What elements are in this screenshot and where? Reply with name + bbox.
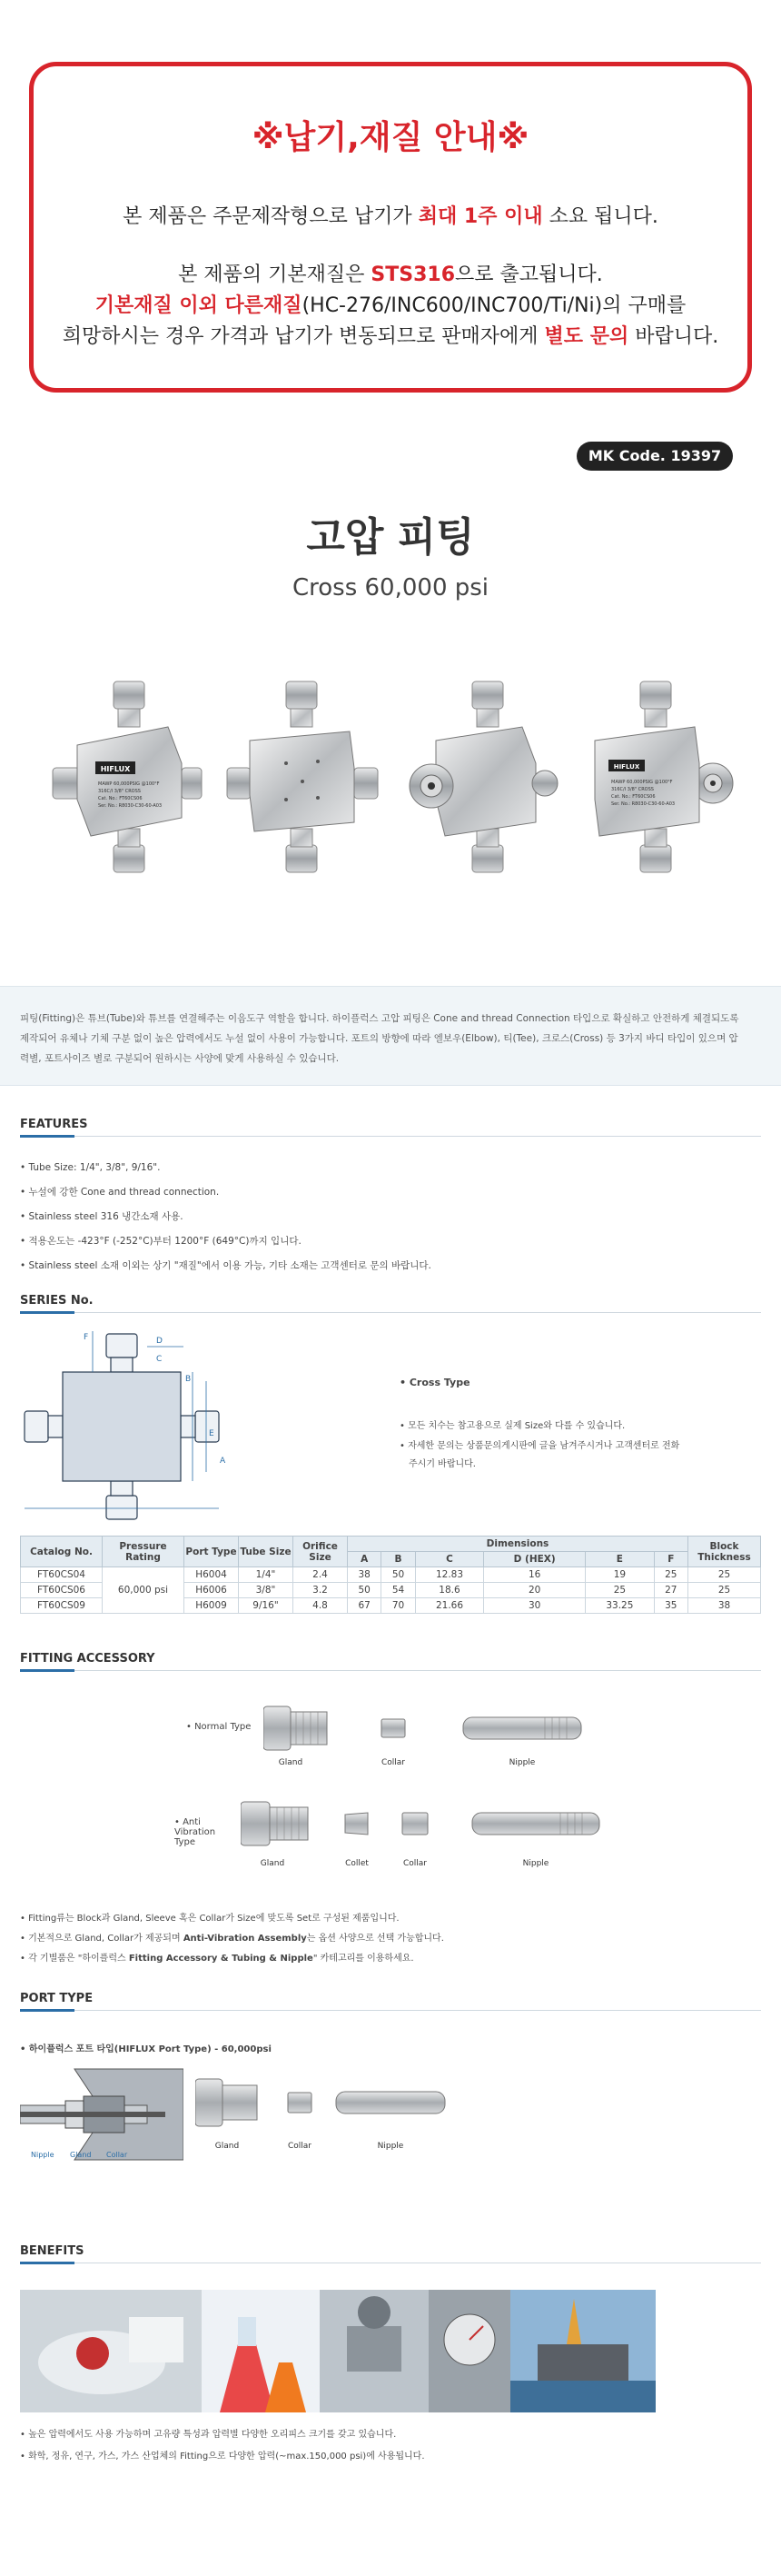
notice-highlight: 최대 1주 이내 xyxy=(418,205,543,228)
product-engraving: MAWP 60,000PSIG @100°F xyxy=(98,781,160,787)
collar-label: Collar xyxy=(287,2142,312,2151)
notice-text: 바랍니다. xyxy=(628,325,719,348)
col-header: Orifice Size xyxy=(293,1537,348,1567)
product-photo-back xyxy=(222,672,381,886)
notice-line-2 xyxy=(34,259,747,287)
page-subtitle: Cross 60,000 psi xyxy=(292,574,489,602)
table-cell: 27 xyxy=(654,1583,687,1598)
gland-label: Gland xyxy=(214,2142,240,2151)
lab-hands-image xyxy=(20,2290,202,2412)
port-parts-drawing xyxy=(195,2070,450,2156)
intro-box xyxy=(0,986,781,1086)
intro-line: 력별, 포트사이즈 별로 구분되어 원하시는 사양에 맞게 사용하실 수 있습니다. xyxy=(20,1053,340,1064)
valve-image xyxy=(320,2290,429,2412)
table-cell: 38 xyxy=(348,1567,381,1583)
notice-text: 본 제품의 기본재질은 xyxy=(178,264,371,286)
series-note: 주시기 바랍니다. xyxy=(409,1459,476,1469)
notice-line-4 xyxy=(34,321,747,349)
table-cell: 30 xyxy=(484,1598,586,1614)
table-cell: 33.25 xyxy=(586,1598,654,1614)
product-photo-angle xyxy=(577,672,736,886)
product-engraving: Ser. No.: R8030-C30-60-A03 xyxy=(611,801,676,807)
benefits-title: BENEFITS xyxy=(20,2244,84,2258)
section-accent xyxy=(20,2262,74,2264)
intro-line: 제작되어 유체나 기체 구분 없이 높은 압력에서도 누설 없이 사용이 가능합니다. 포트의 방향에 따라 엘보우(Elbow), 티(Tee), 크로스(Cross) 등 3가지 바디 타입이 있으며 압 xyxy=(20,1033,738,1044)
table-cell: 9/16" xyxy=(239,1598,293,1614)
table-cell: 12.83 xyxy=(415,1567,483,1583)
notice-text: 으로 출고됩니다. xyxy=(455,264,603,286)
col-header: Catalog No. xyxy=(21,1537,103,1567)
gland-label: Gland xyxy=(260,1859,285,1868)
collar-label: Collar xyxy=(106,2151,128,2159)
benefit-item: • 화학, 정유, 연구, 가스, 가스 산업체의 Fitting으로 다양한 압력(~max.150,000 psi)에 사용됩니다. xyxy=(20,2452,425,2462)
catalog-table xyxy=(20,1536,761,1614)
table-cell: 21.66 xyxy=(415,1598,483,1614)
product-brand-label: HIFLUX xyxy=(613,763,640,771)
product-engraving: Cat. No.: FT60CS06 xyxy=(98,796,143,801)
note-text: • 기본적으로 Gland, Collar가 제공되며 xyxy=(20,1934,183,1944)
section-divider xyxy=(20,1670,761,1671)
note-highlight: Anti-Vibration Assembly xyxy=(183,1934,307,1944)
table-cell: 2.4 xyxy=(293,1567,348,1583)
table-cell: 50 xyxy=(348,1583,381,1598)
col-header: Pressure Rating xyxy=(103,1537,184,1567)
accessory-note xyxy=(20,1950,414,1964)
section-divider xyxy=(20,1136,761,1137)
section-divider xyxy=(20,2010,761,2011)
table-cell: 60,000 psi xyxy=(103,1567,184,1614)
table-cell: 25 xyxy=(688,1567,761,1583)
table-cell: 67 xyxy=(348,1598,381,1614)
intro-line: 피팅(Fitting)은 튜브(Tube)와 튜브를 연결해주는 이음도구 역할을 합니다. 하이플럭스 고압 피팅은 Cone and thread Connection 타입으로 확실하고 안전하게 체결되도록 xyxy=(20,1013,739,1024)
notice-text: (HC-276/INC600/INC700/Ti/Ni)의 구매를 xyxy=(302,294,687,317)
series-note: • 자세한 문의는 상품문의게시판에 글을 남겨주시거나 고객센터로 전화 xyxy=(400,1441,680,1451)
product-engraving: Ser. No.: R8030-C30-60-A03 xyxy=(98,803,163,809)
product-photo-side xyxy=(400,672,559,886)
section-accent xyxy=(20,1135,74,1138)
gauge-image xyxy=(429,2290,510,2412)
notice-text: 소요 됩니다. xyxy=(542,205,658,228)
dim-label: D xyxy=(156,1337,163,1346)
table-cell: H6004 xyxy=(184,1567,239,1583)
notice-line-3 xyxy=(34,290,747,318)
product-engraving: Cat. No.: FT60CS06 xyxy=(611,794,656,800)
collet-label: Collet xyxy=(345,1859,369,1868)
accessory-title: FITTING ACCESSORY xyxy=(20,1652,155,1666)
notice-highlight: 별도 문의 xyxy=(544,325,629,348)
section-divider xyxy=(20,1312,761,1313)
col-header: E xyxy=(586,1552,654,1567)
table-cell: H6006 xyxy=(184,1583,239,1598)
table-cell: 4.8 xyxy=(293,1598,348,1614)
table-cell: 50 xyxy=(381,1567,415,1583)
nipple-label: Nipple xyxy=(522,1859,549,1868)
features-title: FEATURES xyxy=(20,1118,88,1131)
table-cell: 3.2 xyxy=(293,1583,348,1598)
table-cell: FT60CS04 xyxy=(21,1567,103,1583)
col-header: Port Type xyxy=(184,1537,239,1567)
product-photo-front xyxy=(45,672,204,886)
dim-label: E xyxy=(209,1429,214,1438)
oil-platform-image xyxy=(510,2290,656,2412)
nipple-label: Nipple xyxy=(509,1758,536,1767)
col-header: B xyxy=(381,1552,415,1567)
section-accent xyxy=(20,2009,74,2012)
accessory-note: • Fitting류는 Block과 Gland, Sleeve 혹은 Collar가 Size에 맞도록 Set로 구성된 제품입니다. xyxy=(20,1914,400,1924)
table-cell: 35 xyxy=(654,1598,687,1614)
product-engraving: MAWP 60,000PSIG @100°F xyxy=(611,780,673,785)
notice-line-1 xyxy=(34,201,747,229)
section-accent xyxy=(20,1669,74,1672)
benefits-images xyxy=(20,2290,656,2412)
notice-box xyxy=(29,62,752,393)
note-highlight: Fitting Accessory & Tubing & Nipple xyxy=(128,1954,313,1964)
collar-label: Collar xyxy=(402,1859,428,1868)
port-type-desc: • 하이플럭스 포트 타입(HIFLUX Port Type) - 60,000psi xyxy=(20,2044,272,2054)
nipple-label: Nipple xyxy=(377,2142,404,2151)
table-cell: 1/4" xyxy=(239,1567,293,1583)
table-cell: 18.6 xyxy=(415,1583,483,1598)
lab-flasks-image xyxy=(202,2290,320,2412)
dim-label: A xyxy=(220,1457,226,1466)
feature-item: • Stainless steel 소재 이외는 상기 "재질"에서 이용 가능, 기타 소재는 고객센터로 문의 바랍니다. xyxy=(20,1260,431,1271)
mk-code-badge: MK Code. 19397 xyxy=(577,442,733,471)
benefit-item: • 높은 압력에서도 사용 가능하며 고유량 특성과 압력별 다양한 오리피스 크기를 갖고 있습니다. xyxy=(20,2430,397,2440)
table-cell: 19 xyxy=(586,1567,654,1583)
cross-dimension-drawing xyxy=(20,1327,229,1527)
note-text: • 각 기별품은 "하이플럭스 xyxy=(20,1954,129,1964)
gland-label: Gland xyxy=(278,1758,303,1767)
gland-label: Gland xyxy=(70,2151,92,2159)
table-cell: 20 xyxy=(484,1583,586,1598)
dim-label: F xyxy=(84,1333,89,1342)
table-cell: 38 xyxy=(688,1598,761,1614)
normal-accessory-drawing xyxy=(263,1690,590,1772)
notice-highlight: STS316 xyxy=(371,264,456,286)
port-type-title: PORT TYPE xyxy=(20,1992,94,2005)
product-photos xyxy=(45,672,736,886)
feature-item: • Tube Size: 1/4", 3/8", 9/16". xyxy=(20,1162,161,1173)
table-row xyxy=(21,1567,761,1583)
notice-highlight: 기본재질 이외 다른재질 xyxy=(94,294,302,317)
col-header: A xyxy=(348,1552,381,1567)
normal-type-label: • Normal Type xyxy=(186,1722,252,1732)
col-header: C xyxy=(415,1552,483,1567)
page-title: 고압 피팅 xyxy=(306,514,475,561)
series-title: SERIES No. xyxy=(20,1294,94,1308)
collar-label: Collar xyxy=(381,1758,406,1767)
product-brand-label: HIFLUX xyxy=(100,765,131,773)
note-text: 는 옵션 사양으로 선택 가능합니다. xyxy=(306,1934,444,1944)
table-cell: 25 xyxy=(654,1567,687,1583)
table-cell: 70 xyxy=(381,1598,415,1614)
table-cell: 3/8" xyxy=(239,1583,293,1598)
dim-label: B xyxy=(185,1375,192,1384)
port-section-drawing xyxy=(20,2064,183,2164)
feature-item: • 적용온도는 -423°F (-252°C)부터 1200°F (649°C)까지 입니다. xyxy=(20,1236,302,1247)
notice-text: 본 제품은 주문제작형으로 납기가 xyxy=(123,205,419,228)
table-cell: 25 xyxy=(586,1583,654,1598)
product-engraving: 316C/I 3/8" CROSS xyxy=(611,787,654,792)
feature-item: • 누설에 강한 Cone and thread connection. xyxy=(20,1187,220,1198)
cross-type-label: • Cross Type xyxy=(400,1377,470,1388)
table-cell: 54 xyxy=(381,1583,415,1598)
anti-vibration-label: • Anti Vibration Type xyxy=(174,1817,216,1847)
table-cell: 16 xyxy=(484,1567,586,1583)
col-header: F xyxy=(654,1552,687,1567)
features-list xyxy=(20,1156,431,1278)
nipple-label: Nipple xyxy=(31,2151,54,2159)
col-header: Tube Size xyxy=(239,1537,293,1567)
col-header: D (HEX) xyxy=(484,1552,586,1567)
table-cell: FT60CS09 xyxy=(21,1598,103,1614)
dim-label: C xyxy=(156,1355,163,1364)
accessory-note xyxy=(20,1930,444,1944)
col-header: Dimensions xyxy=(348,1537,688,1552)
note-text: " 카테고리를 이용하세요. xyxy=(312,1954,414,1964)
notice-text: 희망하시는 경우 가격과 납기가 변동되므로 판매자에게 xyxy=(62,325,545,348)
notice-title: ※납기,재질 안내※ xyxy=(252,119,529,156)
product-engraving: 316C/I 3/8" CROSS xyxy=(98,789,141,794)
table-cell: FT60CS06 xyxy=(21,1583,103,1598)
table-cell: H6009 xyxy=(184,1598,239,1614)
feature-item: • Stainless steel 316 냉간소재 사용. xyxy=(20,1211,183,1222)
section-accent xyxy=(20,1311,74,1314)
col-header: Block Thickness xyxy=(688,1537,761,1567)
series-note: • 모든 치수는 참고용으로 실제 Size와 다를 수 있습니다. xyxy=(400,1421,626,1431)
table-cell: 25 xyxy=(688,1583,761,1598)
anti-vibration-accessory-drawing xyxy=(241,1785,604,1872)
